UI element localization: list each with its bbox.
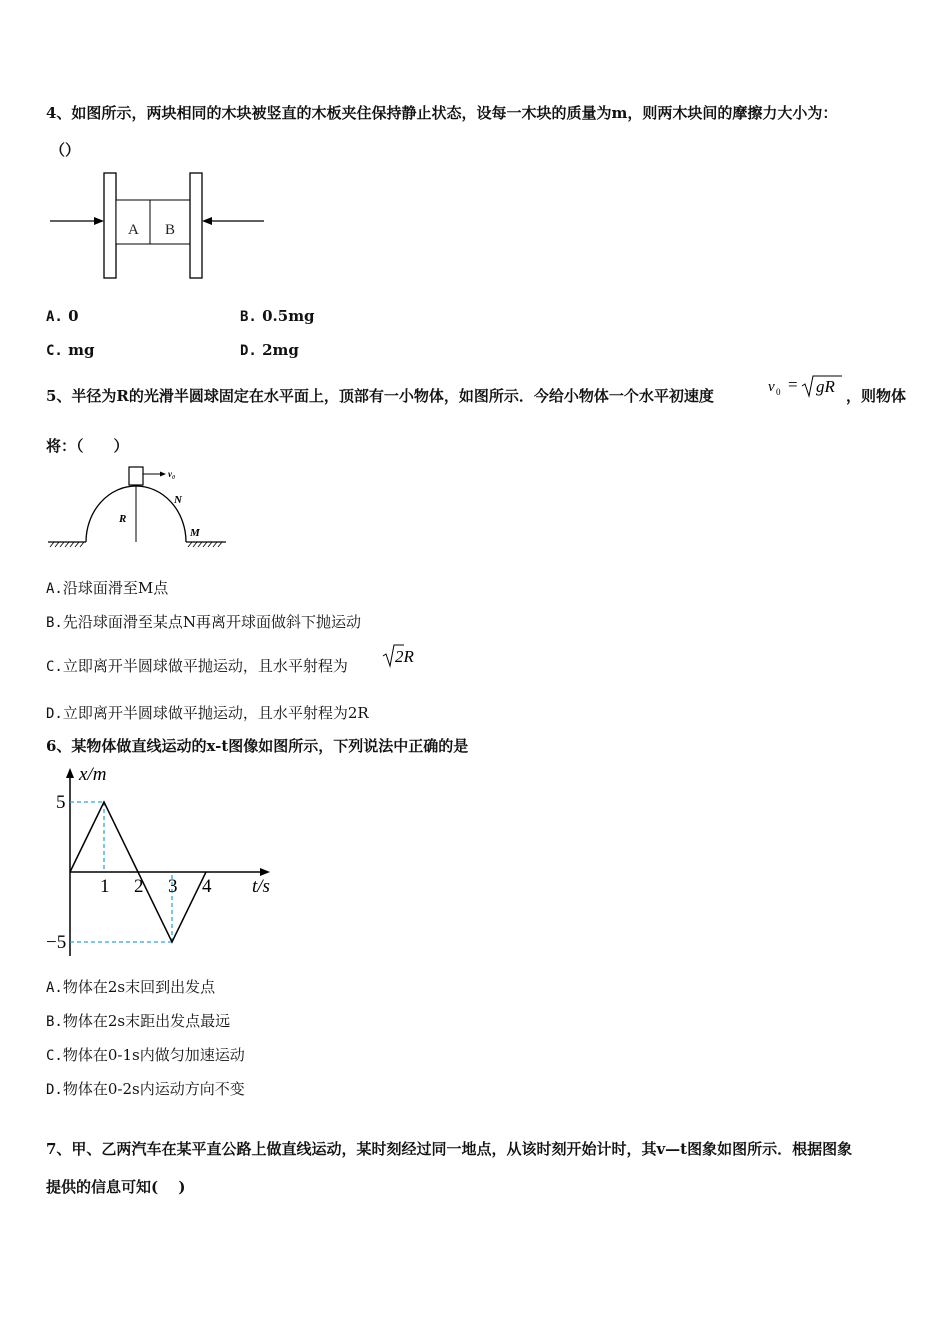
v0-symbol: v — [768, 379, 775, 395]
q6-option-a[interactable]: A.物体在2s末回到出发点 — [46, 978, 216, 996]
q5-stem: 5、半径为R的光滑半圆球固定在水平面上，顶部有一小物体，如图所示．今给小物体一个水平初速度 — [46, 387, 714, 405]
q4-stem: 4、如图所示，两块相同的木块被竖直的木板夹住保持静止状态，设每一木块的质量为m，则两木块间的摩擦力大小为： — [46, 104, 838, 122]
x-tick-label-4: 4 — [202, 876, 212, 897]
x-tick-label-3: 3 — [168, 876, 178, 897]
v0-subscript: 0 — [776, 387, 781, 397]
q4-option-b[interactable]: B. 0.5mg — [240, 307, 315, 325]
q5-figure — [44, 462, 230, 554]
q5-option-a[interactable]: A.沿球面滑至M点 — [46, 579, 169, 597]
fig-n-label: N — [174, 494, 182, 506]
left-board — [104, 173, 116, 278]
q6-xt-chart — [44, 760, 280, 960]
q5-stem-end: ，则物体 — [846, 387, 907, 405]
q5-option-b[interactable]: B.先沿球面滑至某点N再离开球面做斜下抛运动 — [46, 613, 361, 631]
y-axis-arrow — [66, 768, 74, 778]
fig-v0-label: v₀ — [168, 469, 176, 479]
q6-stem: 6、某物体做直线运动的x-t图像如图所示，下列说法中正确的是 — [46, 737, 469, 755]
q4-option-c[interactable]: C. mg — [46, 341, 95, 359]
sqrt-radicand: gR — [816, 377, 835, 396]
q4-paren: （） — [50, 141, 81, 159]
q5-stem-line2: 将：（ ） — [46, 437, 129, 455]
q5-option-c[interactable]: C.立即离开半圆球做平抛运动，且水平射程为 — [46, 657, 348, 675]
ground-right-hatch — [188, 542, 222, 547]
x-axis-label: t/s — [252, 876, 270, 897]
q6-option-d[interactable]: D.物体在0-2s内运动方向不变 — [46, 1080, 245, 1098]
q4-option-d[interactable]: D. 2mg — [240, 341, 299, 359]
fig-m-label: M — [190, 527, 200, 539]
ground-left-hatch — [50, 542, 84, 547]
q4-option-a[interactable]: A. 0 — [46, 307, 79, 325]
x-axis-arrow — [260, 868, 270, 876]
y-tick-label-0: 5 — [56, 792, 66, 813]
v0-arrow-head — [160, 472, 166, 477]
y-axis-label: x/m — [79, 764, 107, 785]
block-a-label: A — [128, 222, 139, 238]
q7-stem-line2: 提供的信息可知( ) — [46, 1178, 186, 1196]
q7-stem: 7、甲、乙两汽车在某平直公路上做直线运动，某时刻经过同一地点，从该时刻开始计时，其v—t图象如图所示．根据图象 — [46, 1140, 853, 1158]
q4-figure — [44, 168, 274, 284]
right-arrow-head — [202, 217, 212, 225]
right-board — [190, 173, 202, 278]
fig-r-label: R — [119, 513, 127, 525]
y-tick-label-1: −5 — [46, 932, 67, 953]
block-b-label: B — [165, 222, 176, 238]
equals-sign: = — [788, 375, 798, 394]
x-tick-label-1: 1 — [100, 876, 110, 897]
q5-option-d[interactable]: D.立即离开半圆球做平抛运动，且水平射程为2R — [46, 704, 369, 722]
x-tick-label-2: 2 — [134, 876, 144, 897]
q6-option-c[interactable]: C.物体在0-1s内做匀加速运动 — [46, 1046, 245, 1064]
q6-option-b[interactable]: B.物体在2s末距出发点最远 — [46, 1012, 231, 1030]
left-arrow-head — [94, 217, 104, 225]
sqrt-expression: 2R — [395, 647, 414, 666]
q5-option-c-formula — [382, 642, 426, 670]
q5-formula-v0-sqrt-gr — [766, 372, 846, 402]
small-object — [129, 467, 143, 485]
